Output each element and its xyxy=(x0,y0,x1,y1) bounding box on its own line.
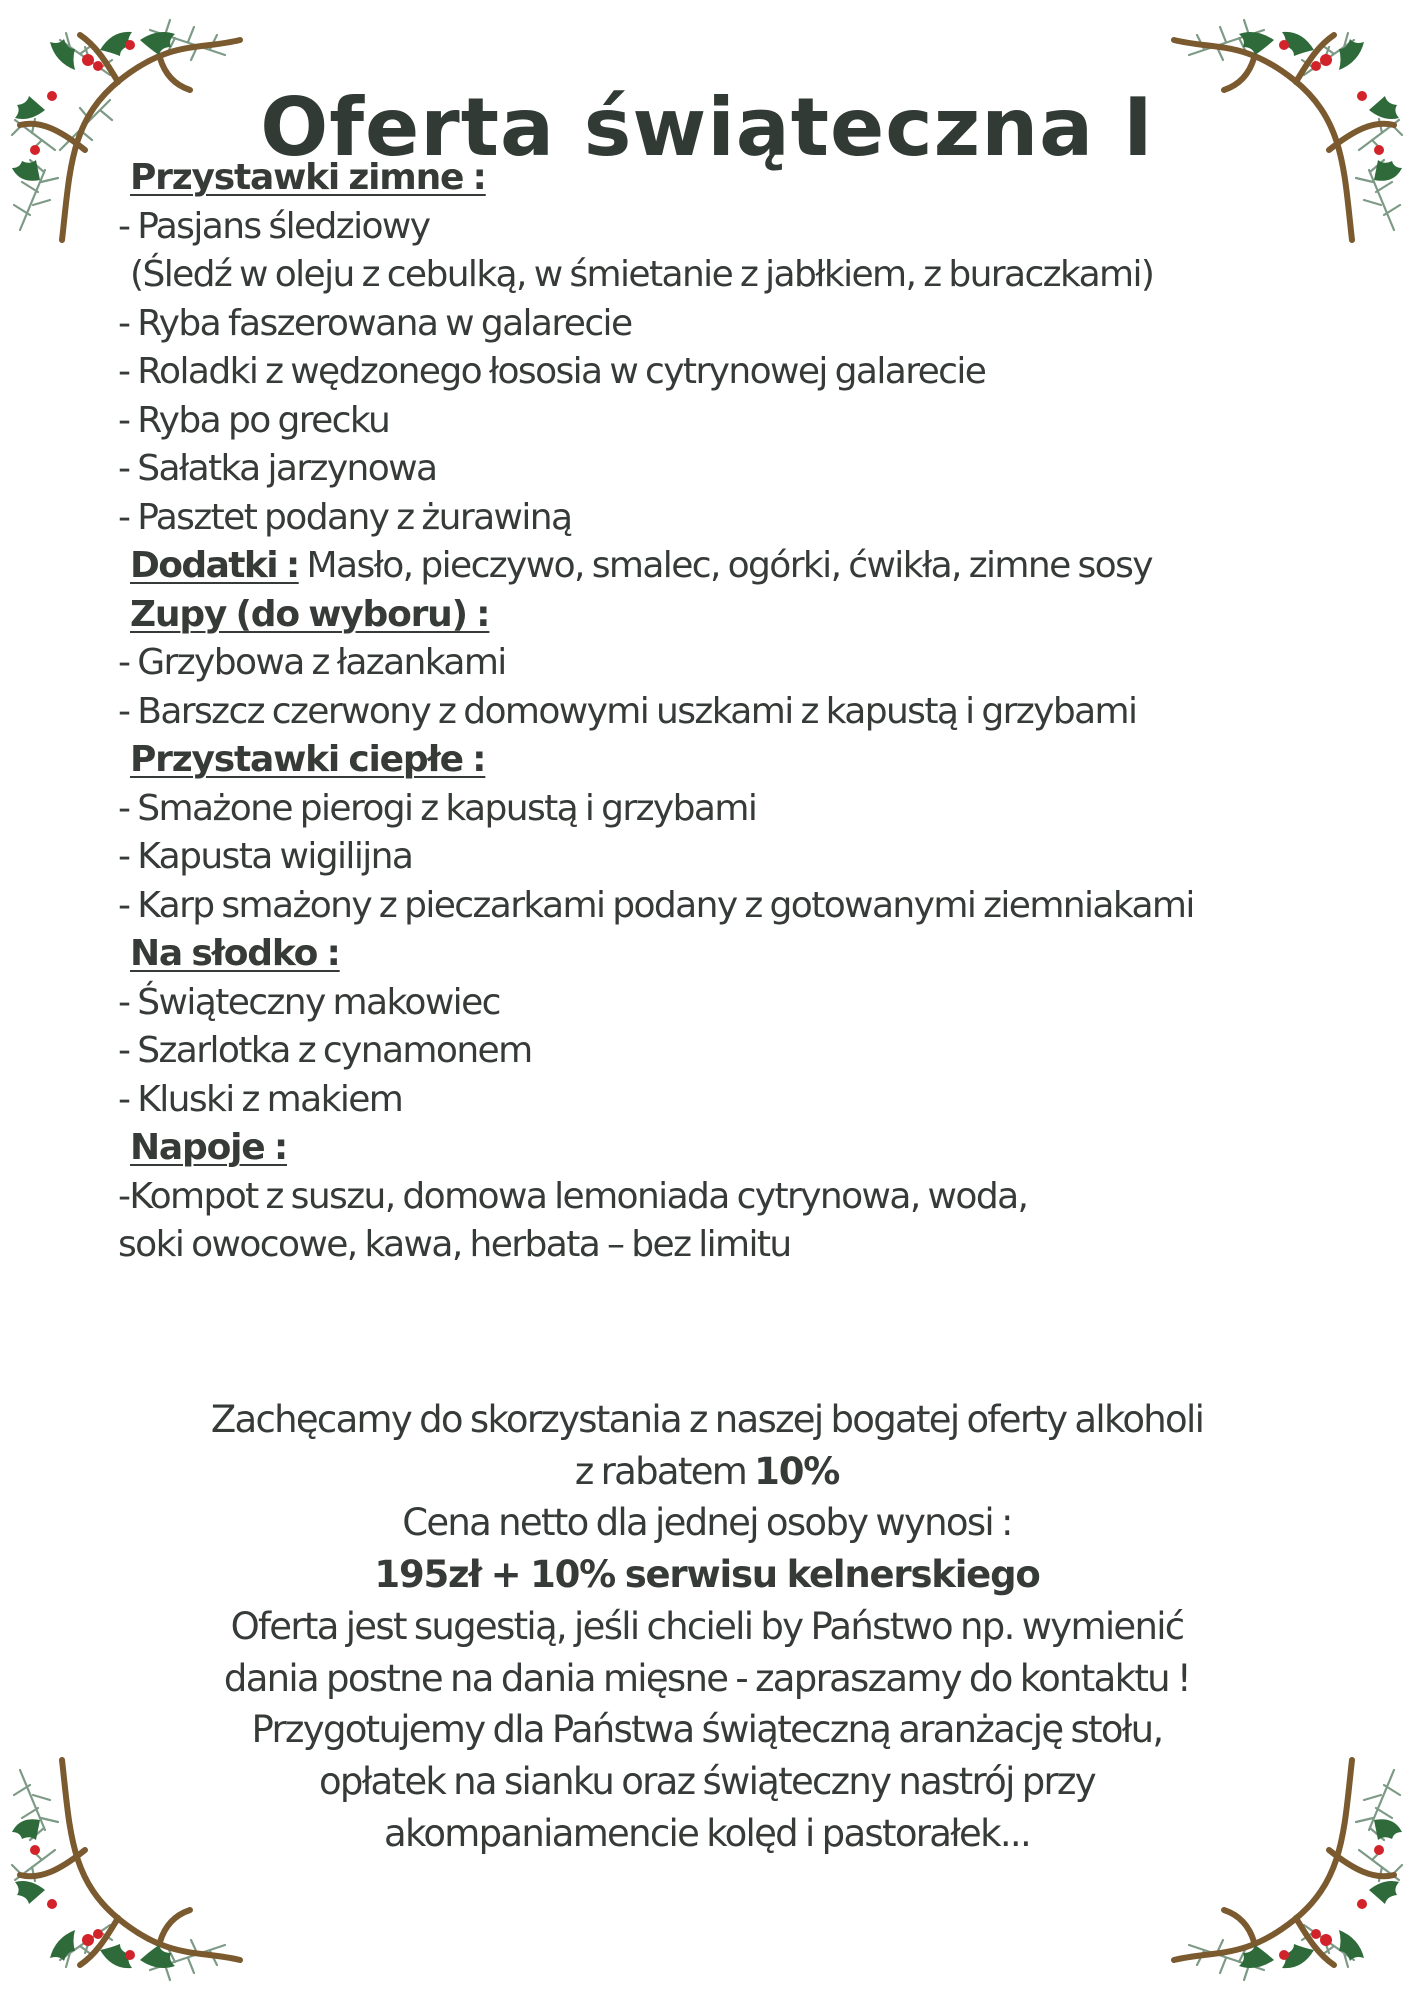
menu-item: - Barszcz czerwony z domowymi uszkami z kapustą i grzybami xyxy=(118,690,1137,732)
menu-item: - Pasjans śledziowy xyxy=(118,205,430,247)
offer-line-discount xyxy=(0,1446,1414,1498)
section-heading-extras: Dodatki : xyxy=(130,545,299,586)
menu-item: - Kapusta wigilijna xyxy=(118,836,413,877)
section-extras xyxy=(118,542,1278,591)
menu-item: - Kluski z makiem xyxy=(118,1078,403,1120)
offer-line: dania postne na dania mięsne - zapraszamy do kontaktu ! xyxy=(223,1656,1191,1700)
menu-item: - Ryba faszerowana w galarecie xyxy=(118,302,632,344)
offer-line: opłatek na sianku oraz świąteczny nastrój przy xyxy=(319,1759,1095,1803)
menu-item: -Kompot z suszu, domowa lemoniada cytrynowa, woda, xyxy=(118,1175,1028,1217)
offer-line: Cena netto dla jednej osoby wynosi : xyxy=(402,1501,1012,1545)
section-heading-desserts: Na słodko : xyxy=(130,933,340,974)
menu-item: - Karp smażony z pieczarkami podany z gotowanymi ziemniakami xyxy=(118,884,1194,926)
extras-text: Masło, pieczywo, smalec, ogórki, ćwikła, zimne sosy xyxy=(298,545,1152,586)
page-title: Oferta świąteczna I xyxy=(260,80,1154,174)
menu-item: - Grzybowa z łazankami xyxy=(118,642,506,683)
offer-info xyxy=(0,1394,1414,1859)
menu-item: - Sałatka jarzynowa xyxy=(118,448,437,489)
offer-line: akompaniamencie kolęd i pastorałek... xyxy=(383,1811,1031,1855)
menu-item: - Smażone pierogi z kapustą i grzybami xyxy=(118,787,757,829)
offer-line: Oferta jest sugestią, jeśli chcieli by Państwo np. wymienić xyxy=(230,1604,1184,1648)
menu-item: - Ryba po grecku xyxy=(118,399,390,441)
menu-item: - Świąteczny makowiec xyxy=(118,981,500,1023)
menu-list xyxy=(118,154,1278,1270)
menu-item: - Pasztet podany z żurawiną xyxy=(118,496,572,538)
discount-value: 10% xyxy=(754,1449,840,1493)
menu-item-note: (Śledź w oleju z cebulką, w śmietanie z jabłkiem, z buraczkami) xyxy=(130,254,1154,295)
menu-item: soki owocowe, kawa, herbata – bez limitu xyxy=(118,1224,791,1265)
menu-item: - Roladki z wędzonego łososia w cytrynowej galarecie xyxy=(118,351,986,392)
section-heading-soups: Zupy (do wyboru) : xyxy=(130,593,490,635)
section-heading-cold-starters: Przystawki zimne : xyxy=(130,157,486,198)
offer-line: z rabatem xyxy=(574,1449,755,1493)
offer-line: Przygotujemy dla Państwa świąteczną aranżację stołu, xyxy=(251,1708,1163,1752)
section-heading-drinks: Napoje : xyxy=(130,1127,288,1168)
price-value: 195zł + 10% serwisu kelnerskiego xyxy=(374,1553,1040,1597)
section-heading-hot-starters: Przystawki ciepłe : xyxy=(130,739,486,780)
offer-line: Zachęcamy do skorzystania z naszej bogatej oferty alkoholi xyxy=(210,1398,1204,1441)
menu-item: - Szarlotka z cynamonem xyxy=(118,1030,532,1071)
